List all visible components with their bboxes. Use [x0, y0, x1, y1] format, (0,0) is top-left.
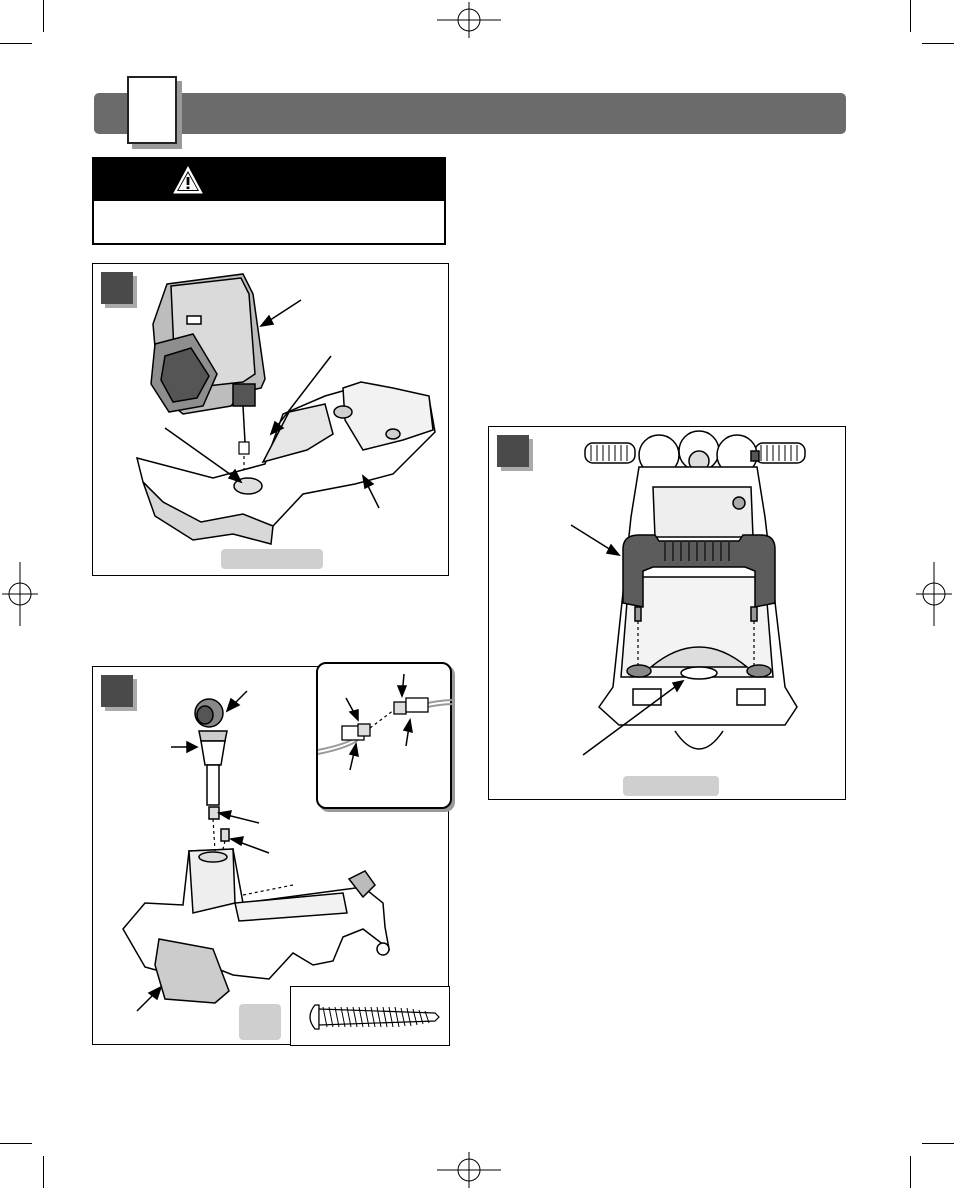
figure-panel-1	[92, 263, 449, 576]
battery-body-illustration	[93, 264, 450, 577]
crop-mark	[43, 0, 44, 32]
crop-mark	[922, 43, 954, 44]
crop-mark	[910, 0, 911, 32]
registration-crosshair-icon	[916, 562, 952, 626]
registration-crosshair-icon	[2, 562, 38, 626]
step-number-box	[127, 76, 177, 144]
handle-bar-illustration	[489, 427, 847, 801]
warning-box	[92, 157, 446, 245]
registration-crosshair-icon	[437, 1152, 501, 1188]
registration-crosshair-icon	[437, 2, 501, 38]
connector-inset	[316, 662, 452, 809]
screw-inset	[290, 986, 450, 1046]
crop-mark	[910, 1156, 911, 1188]
crop-mark	[922, 1143, 954, 1144]
screw-qty-pill	[239, 1004, 281, 1040]
crop-mark	[0, 1143, 32, 1144]
crop-mark	[0, 43, 32, 44]
warning-triangle-icon	[172, 165, 204, 195]
crop-mark	[43, 1156, 44, 1188]
warning-header	[94, 159, 444, 201]
screw-icon	[305, 1003, 441, 1031]
section-header-bar	[94, 93, 846, 134]
figure-panel-3	[488, 426, 846, 800]
connector-plugs-illustration	[318, 664, 454, 811]
